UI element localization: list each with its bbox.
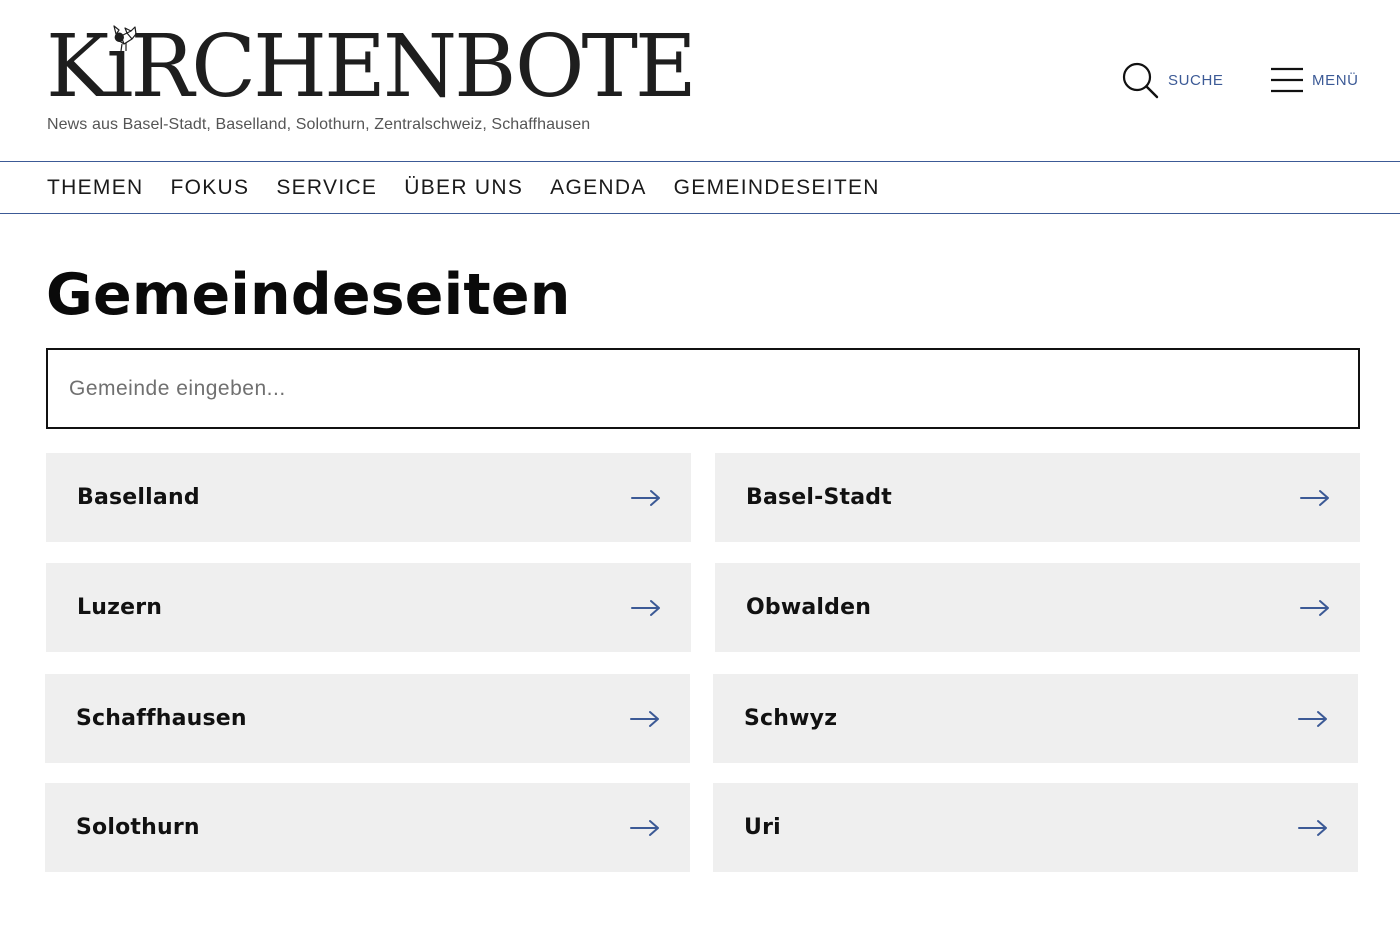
menu-toggle[interactable] xyxy=(1268,58,1359,102)
search-label: SUCHE xyxy=(1168,71,1224,89)
region-card-schaffhausen[interactable] xyxy=(45,674,690,763)
arrow-right-icon xyxy=(1298,710,1328,728)
arrow-right-icon xyxy=(1298,819,1328,837)
arrow-right-icon xyxy=(631,599,661,617)
region-card-solothurn[interactable] xyxy=(45,783,690,872)
arrow-right-icon xyxy=(630,819,660,837)
site-logo[interactable] xyxy=(46,17,694,117)
region-name: Uri xyxy=(744,815,781,840)
nav-item-service[interactable]: SERVICE xyxy=(276,175,378,199)
nav-item-gemeindeseiten[interactable]: GEMEINDESEITEN xyxy=(673,175,880,199)
nav-item-themen[interactable]: THEMEN xyxy=(47,175,144,199)
arrow-right-icon xyxy=(1300,599,1330,617)
region-card-luzern[interactable] xyxy=(46,563,691,652)
region-card-baselland[interactable] xyxy=(46,453,691,542)
region-card-schwyz[interactable] xyxy=(713,674,1358,763)
search-toggle[interactable] xyxy=(1120,58,1224,102)
arrow-right-icon xyxy=(1300,489,1330,507)
community-search-input[interactable] xyxy=(48,350,1358,427)
region-name: Schaffhausen xyxy=(76,706,247,731)
region-card-obwalden[interactable] xyxy=(715,563,1360,652)
region-name: Baselland xyxy=(77,485,200,510)
region-name: Solothurn xyxy=(76,815,200,840)
menu-label: MENÜ xyxy=(1312,71,1359,89)
region-name: Basel-Stadt xyxy=(746,485,892,510)
search-icon xyxy=(1120,60,1160,100)
nav-item-ueber-uns[interactable]: ÜBER UNS xyxy=(404,175,524,199)
nav-item-fokus[interactable]: FOKUS xyxy=(170,175,250,199)
region-name: Obwalden xyxy=(746,595,872,620)
page-title: Gemeindeseiten xyxy=(46,262,571,328)
rooster-icon xyxy=(110,24,140,56)
site-header xyxy=(0,0,1400,161)
community-search-box xyxy=(46,348,1360,429)
region-name: Luzern xyxy=(77,595,163,620)
main-navigation xyxy=(0,161,1400,214)
region-card-basel-stadt[interactable] xyxy=(715,453,1360,542)
region-card-uri[interactable] xyxy=(713,783,1358,872)
arrow-right-icon xyxy=(630,710,660,728)
logo-wordmark: KiRCHENBOTE xyxy=(46,17,694,117)
hamburger-menu-icon xyxy=(1268,65,1304,95)
site-tagline: News aus Basel-Stadt, Baselland, Solothurn, Zentralschweiz, Schaffhausen xyxy=(47,116,591,133)
nav-item-agenda[interactable]: AGENDA xyxy=(550,175,647,199)
region-name: Schwyz xyxy=(744,706,838,731)
arrow-right-icon xyxy=(631,489,661,507)
